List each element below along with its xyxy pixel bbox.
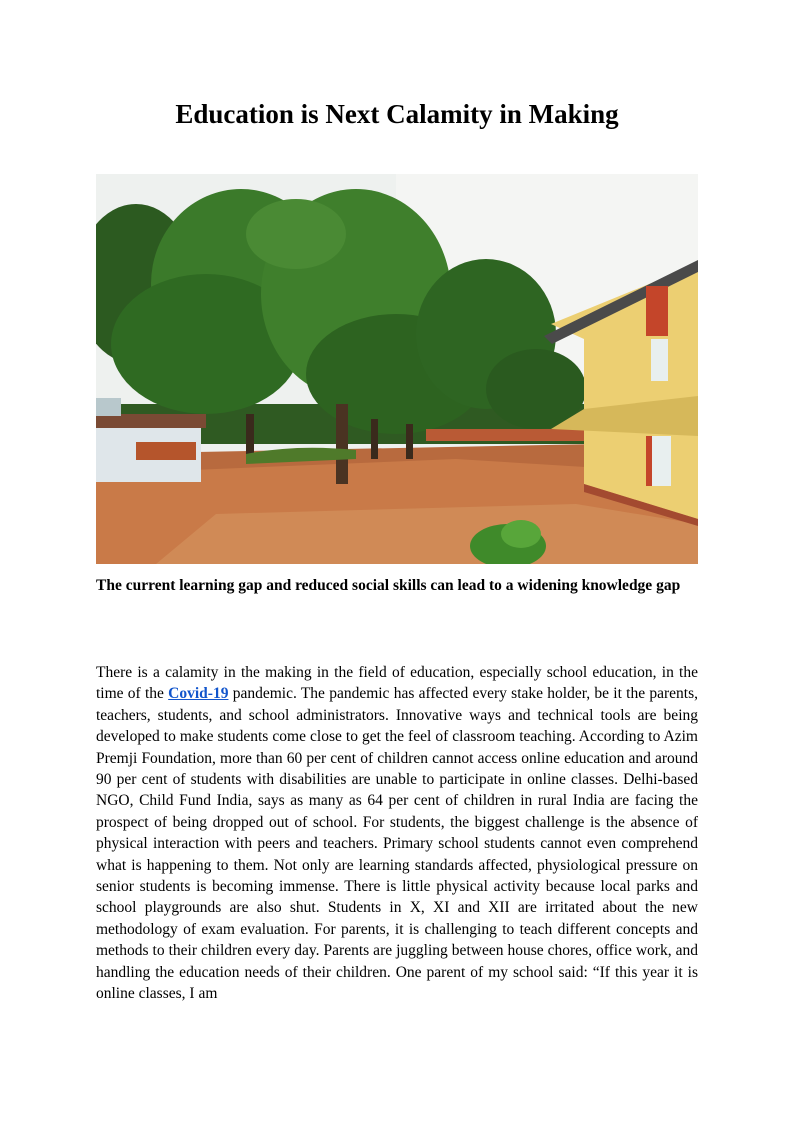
body-text-intro: There is a calamity in the making in the field of education, especially school education, in the time of the xyxy=(96,664,698,703)
photo-illustration xyxy=(96,174,698,564)
page-title: Education is Next Calamity in Making xyxy=(175,99,619,129)
covid-19-link[interactable]: Covid-19 xyxy=(168,685,229,703)
image-caption: The current learning gap and reduced social skills can lead to a widening knowledge gap xyxy=(96,577,681,594)
body-text-continued: pandemic. The pandemic has affected every stake holder, be it the parents, teachers, students, and school administrators. Innovative ways and technical tools are being developed to make students come close to get the feel of classroom teaching. According to Azim Premji Foundation, more than 60 per cent of children cannot access online education and around 90 per cent of students with disabilities are unable to participate in online classes. Delhi-based NGO, Child Fund India, says as many as 64 per cent of children in rural India are facing the prospect of being dropped out of school. For students, the biggest challenge is the absence of physical interaction with peers and teachers. Primary school students cannot even comprehend what is happening to them. Not only are learning standards affected, physiological pressure on senior students is becoming immense. There is little physical activity because local parks and school playgrounds are also shut. Students in X, XI and XII are irritated about the new methodology of exam evaluation. For parents, it is challenging to teach different concepts and methods to their children every day. Parents are juggling between house chores, office work, and handling the education needs of their children. One parent of my school said: “If this year it is online classes, I am xyxy=(96,685,698,1003)
school-campus-photo xyxy=(96,174,698,564)
article-body xyxy=(96,662,698,1034)
